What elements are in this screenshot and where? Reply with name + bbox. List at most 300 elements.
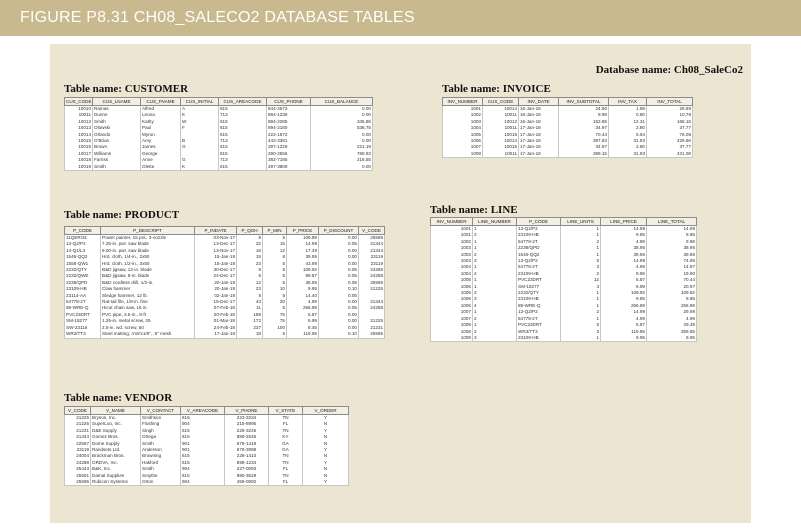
table-cell: 1004	[431, 271, 473, 277]
table-cell: 21231	[359, 325, 385, 331]
table-cell: 1004	[431, 264, 473, 270]
table-cell: 39.95	[601, 252, 647, 258]
table-cell: 10014	[483, 106, 519, 113]
table-cell: 23	[237, 286, 263, 292]
table-cell: N	[303, 421, 349, 427]
column-header: INV_NUMBER	[443, 98, 483, 106]
table-cell: 5	[263, 293, 287, 299]
table-cell: 15	[263, 241, 287, 247]
table-cell: 34.97	[559, 144, 609, 150]
table-cell: 904	[181, 479, 225, 486]
table-cell: 0.05	[319, 267, 359, 273]
column-header: V_STATE	[269, 407, 303, 415]
table-cell: 1003	[443, 119, 483, 125]
table-cell: 901	[181, 441, 225, 447]
table-cell: 14.99	[601, 226, 647, 233]
table-cell: 25501	[65, 473, 91, 479]
column-header: INV_TOTAL	[647, 98, 693, 106]
table-cell: 399.15	[559, 151, 609, 158]
table-cell: 25595	[359, 235, 385, 242]
table-cell: Olette	[141, 164, 181, 171]
table-cell: 13-Q2/P2	[65, 241, 101, 247]
table-cell: 215-8995	[225, 421, 269, 427]
table-cell: 100	[263, 325, 287, 331]
table-cell: 0.05	[319, 273, 359, 279]
table-cell: 223-3234	[225, 415, 269, 422]
table-cell: 20	[263, 299, 287, 305]
table-cell: 894-2285	[267, 119, 311, 125]
table-cell: 9.00-in. pwr. saw blade	[101, 248, 195, 254]
table-cell: 5	[263, 267, 287, 273]
table-cell: 256.99	[647, 303, 697, 309]
table-cell: N	[303, 434, 349, 440]
figure-title: FIGURE P8.31 CH08_SALECO2 DATABASE TABLES	[20, 9, 415, 26]
table-cell: Orlando	[93, 132, 141, 138]
table-cell: 1004	[443, 125, 483, 131]
table-cell: Brown	[93, 144, 141, 150]
table-cell: B&K, Inc.	[91, 466, 141, 472]
table-cell: 1	[561, 245, 601, 251]
table-cell: 12	[263, 248, 287, 254]
column-header: P_INDATE	[195, 227, 237, 235]
column-header: CUS_INITIAL	[181, 98, 219, 106]
table-cell: Claw hammer	[101, 286, 195, 292]
table-cell: A	[181, 106, 219, 113]
table-cell: 0.00	[319, 312, 359, 318]
table-cell: 1	[473, 239, 517, 245]
column-header: P_MIN	[263, 227, 287, 235]
table-cell: 23119	[359, 254, 385, 260]
table-cell: Smith	[93, 164, 141, 171]
table-cell: 14.40	[287, 293, 319, 299]
vendor-table	[64, 406, 349, 486]
table-cell: 297-3809	[267, 164, 311, 171]
table-cell: 43.99	[287, 261, 319, 267]
table-cell: 1	[561, 296, 601, 302]
table-cell: 615	[181, 473, 225, 479]
table-cell: Y	[303, 460, 349, 466]
table-cell: 904	[181, 421, 225, 427]
table-cell: Ortega	[141, 434, 181, 440]
table-cell: 30-Dec-17	[195, 267, 237, 273]
table-cell: 1003	[431, 258, 473, 264]
table-cell: Orton	[141, 479, 181, 486]
table-cell: 2	[473, 252, 517, 258]
table-cell: Alfred	[141, 106, 181, 113]
table-cell: 23109-HB	[65, 286, 101, 292]
table-cell: 1	[561, 303, 601, 309]
table-cell: TN	[269, 473, 303, 479]
table-cell: 1007	[431, 316, 473, 322]
table-cell: SW-23116	[65, 325, 101, 331]
table-cell: TN	[269, 415, 303, 422]
table-cell: 5	[561, 322, 601, 328]
table-cell: 14.99	[601, 258, 647, 264]
table-row	[65, 235, 385, 242]
table-cell: 0.00	[319, 235, 359, 242]
table-cell: 15-Dec-17	[195, 299, 237, 305]
table-cell: Farriss	[93, 157, 141, 163]
table-cell: 37.77	[647, 144, 693, 150]
table-cell: GA	[269, 447, 303, 453]
table-cell: 1007	[431, 309, 473, 315]
table-cell: 2	[561, 309, 601, 315]
table-cell: 0.00	[319, 261, 359, 267]
table-cell: 21225	[359, 318, 385, 324]
table-cell: 11QER/31	[65, 235, 101, 242]
table-cell: 23109-HB	[517, 271, 561, 277]
table-cell: Bryson, Inc.	[91, 415, 141, 422]
table-cell: 17-Jan-18	[519, 132, 559, 138]
table-cell: Hrd. cloth, 1/2-in., 3x50	[101, 261, 195, 267]
table-cell: 24288	[359, 305, 385, 311]
table-cell: 0.00	[311, 112, 373, 118]
table-cell: KY	[269, 434, 303, 440]
table-cell: 2.5-in. wd. screw, 50	[101, 325, 195, 331]
table-cell: 256.99	[287, 305, 319, 311]
table-cell: 1008	[431, 322, 473, 328]
table-cell: 5	[263, 235, 287, 242]
table-cell: 4.99	[601, 239, 647, 245]
table-cell: 17-Jan-18	[519, 151, 559, 158]
table-cell: 1002	[431, 239, 473, 245]
table-cell: 22567	[65, 441, 91, 447]
table-cell: 20.97	[647, 284, 697, 290]
table-cell: 99.87	[287, 273, 319, 279]
table-cell: Smythe	[141, 473, 181, 479]
table-cell: 21225	[65, 415, 91, 422]
table-cell: 23119	[65, 447, 91, 453]
table-cell: 5	[263, 261, 287, 267]
table-cell: 890-3529	[225, 473, 269, 479]
table-cell: 898-1234	[225, 460, 269, 466]
table-cell: 54778-2T	[65, 299, 101, 305]
table-cell: 1558-QW1	[65, 261, 101, 267]
table-cell: 10010	[65, 106, 93, 113]
table-cell: 615	[181, 428, 225, 434]
column-header: V_CODE	[65, 407, 91, 415]
column-header: CUS_CODE	[66, 99, 92, 104]
table-cell: Singh	[141, 428, 181, 434]
table-cell: 17-Jan-18	[195, 331, 237, 338]
column-header: CUS_BALANCE	[311, 98, 373, 106]
table-cell: 10011	[483, 112, 519, 118]
table-cell: 21226	[65, 421, 91, 427]
column-header: CUS_LNAME	[93, 98, 141, 106]
table-cell: 24288	[65, 460, 91, 466]
table-cell: 615	[219, 119, 267, 125]
table-cell: 4.99	[601, 264, 647, 270]
table-cell: 0.00	[319, 248, 359, 254]
table-cell: 23109-HB	[517, 232, 561, 238]
table-cell: Anne	[141, 157, 181, 163]
table-cell: 1002	[443, 112, 483, 118]
table-cell: 17-Jan-18	[519, 144, 559, 150]
table-cell: 2	[561, 239, 601, 245]
table-cell: Rat-tail file, 1/8-in. fine	[101, 299, 195, 305]
table-cell: 615	[181, 460, 225, 466]
column-header: LINE_NUMBER	[473, 218, 517, 226]
column-header: P_DESCRIPT	[101, 227, 195, 235]
table-cell: 25595	[359, 331, 385, 338]
table-cell: 456-0092	[225, 479, 269, 486]
table-cell: 431.08	[647, 151, 693, 158]
table-cell: FL	[269, 479, 303, 486]
table-cell: 9.95	[601, 296, 647, 302]
table-cell: N	[303, 453, 349, 459]
table-cell: Flushing	[141, 421, 181, 427]
product-table-title: Table name: PRODUCT	[64, 209, 180, 221]
table-cell: K	[181, 164, 219, 171]
table-cell: Y	[303, 415, 349, 422]
column-header: LINE_PRICE	[601, 218, 647, 226]
table-cell: 228-3245	[225, 428, 269, 434]
table-cell: 615	[219, 164, 267, 171]
column-header: V_AREACODE	[181, 407, 225, 415]
table-cell: 1007	[443, 144, 483, 150]
table-cell: 2	[473, 232, 517, 238]
table-cell: 75	[263, 318, 287, 324]
column-header: V_PHONE	[225, 407, 269, 415]
line-table-title: Table name: LINE	[430, 204, 518, 216]
table-cell: 1006	[431, 290, 473, 296]
table-cell: Gomez Bros.	[91, 434, 141, 440]
table-cell: B&D jigsaw, 8-in. blade	[101, 273, 195, 279]
table-cell: N	[303, 441, 349, 447]
table-cell: 10	[263, 286, 287, 292]
table-cell: 227-0093	[225, 466, 269, 472]
table-cell: B&D cordless drill, 1/2-in.	[101, 280, 195, 286]
table-cell: Smith	[141, 441, 181, 447]
table-cell: 536.75	[311, 125, 373, 131]
table-cell: 9.95	[601, 232, 647, 238]
table-cell: 24288	[359, 273, 385, 279]
table-cell: N	[303, 466, 349, 472]
table-cell: B	[181, 138, 219, 144]
column-header: LINE_UNITS	[561, 218, 601, 226]
table-cell: 109.92	[287, 267, 319, 273]
table-cell: 397.83	[559, 138, 609, 144]
table-cell: 18	[237, 248, 263, 254]
table-cell: 615	[219, 106, 267, 113]
table-cell: 21344	[359, 241, 385, 247]
table-cell: 16-Jan-18	[519, 106, 559, 113]
table-cell: 14.99	[647, 226, 697, 233]
table-cell: 07-Feb-18	[195, 305, 237, 311]
table-cell: Power painter, 15 psi., 3-nozzle	[101, 235, 195, 242]
table-cell: SuperLoo, Inc.	[91, 421, 141, 427]
table-cell: 153.85	[559, 119, 609, 125]
table-cell: 4.99	[287, 299, 319, 305]
table-cell: 10016	[65, 144, 93, 150]
table-cell: 2232/QWE	[65, 273, 101, 279]
vendor-table-title: Table name: VENDOR	[64, 392, 173, 404]
table-cell: 1008	[443, 151, 483, 158]
table-cell: 713	[219, 157, 267, 163]
table-cell: 0.80	[609, 112, 647, 118]
table-cell: 31.93	[609, 151, 647, 158]
table-cell: 21225	[359, 286, 385, 292]
table-cell: 29.35	[647, 322, 697, 328]
table-cell: 713	[219, 138, 267, 144]
table-cell: Dome Supply	[91, 441, 141, 447]
table-cell: 2232/QTY	[517, 290, 561, 296]
table-cell: 615	[219, 151, 267, 157]
table-cell: Smithson	[141, 415, 181, 422]
table-cell: 02-Jan-18	[195, 293, 237, 299]
table-cell: 5.87	[601, 322, 647, 328]
table-cell: 1	[561, 226, 601, 233]
table-cell: 26.89	[647, 106, 693, 113]
table-cell: 12	[561, 277, 601, 283]
table-cell: 24.90	[559, 106, 609, 113]
table-cell: 25595	[359, 280, 385, 286]
table-cell: 13-Dec-17	[195, 241, 237, 247]
table-cell: 21231	[65, 428, 91, 434]
table-cell: 1	[561, 290, 601, 296]
table-cell: 75	[263, 312, 287, 318]
invoice-table-title: Table name: INVOICE	[442, 83, 551, 95]
table-cell: Hicut chain saw, 16 in.	[101, 305, 195, 311]
table-cell: 2	[473, 316, 517, 322]
table-cell: George	[141, 151, 181, 157]
table-cell: 3	[561, 264, 601, 270]
table-cell: 20-Feb-18	[195, 312, 237, 318]
table-cell: 23109-HB	[517, 296, 561, 302]
table-cell: 1006	[431, 303, 473, 309]
table-cell: 29.98	[647, 309, 697, 315]
table-cell: K	[181, 112, 219, 118]
table-cell: TN	[269, 428, 303, 434]
table-cell: 3	[473, 258, 517, 264]
table-cell: 2	[473, 290, 517, 296]
table-cell: 03-Nov-17	[195, 235, 237, 242]
table-cell: 345.86	[311, 119, 373, 125]
customer-table-title: Table name: CUSTOMER	[64, 83, 189, 95]
table-cell: 615	[181, 434, 225, 440]
table-cell: FL	[269, 421, 303, 427]
table-cell: 2.80	[609, 144, 647, 150]
column-header: V_CONTACT	[141, 407, 181, 415]
table-cell: 9.95	[647, 296, 697, 302]
column-header: INV_SUBTOTAL	[559, 98, 609, 106]
table-cell: 8.45	[287, 325, 319, 331]
table-cell: 16-Jan-18	[519, 112, 559, 118]
table-cell: 38.95	[287, 280, 319, 286]
table-cell: 1008	[431, 329, 473, 335]
table-cell: 21344	[65, 434, 91, 440]
table-cell: 3	[561, 329, 601, 335]
table-cell: 256.99	[601, 303, 647, 309]
table-cell: 188	[237, 312, 263, 318]
table-cell: 38.95	[647, 245, 697, 251]
table-cell: 0.00	[311, 138, 373, 144]
table-cell: 39.95	[647, 252, 697, 258]
table-cell: 2238/QPD	[517, 245, 561, 251]
table-row	[431, 335, 697, 342]
table-cell: 1	[473, 322, 517, 328]
table-cell: 1.25-in. metal screw, 25	[101, 318, 195, 324]
column-header: V_ORDER	[303, 407, 349, 415]
table-cell: Randsets Ltd.	[91, 447, 141, 453]
table-cell: 8	[237, 267, 263, 273]
table-cell: WR3/TT3	[65, 331, 101, 338]
table-cell: 615	[219, 125, 267, 131]
table-cell: 17-Jan-18	[519, 125, 559, 131]
table-cell: TN	[269, 453, 303, 459]
table-cell: 10013	[65, 125, 93, 131]
table-cell: 119.95	[287, 331, 319, 338]
table-cell: 678-3998	[225, 447, 269, 453]
column-header: P_QOH	[237, 227, 263, 235]
table-row	[443, 151, 693, 158]
table-cell: GA	[269, 441, 303, 447]
table-cell: 678-1419	[225, 441, 269, 447]
table-cell: O'Brian	[93, 138, 141, 144]
table-cell: 54778-2T	[517, 239, 561, 245]
table-cell: 3	[473, 335, 517, 342]
table-cell: 221.19	[311, 144, 373, 150]
column-header: INV_NUMBER	[431, 218, 473, 226]
table-cell: 24288	[359, 267, 385, 273]
column-header: CUS_FNAME	[141, 98, 181, 106]
table-cell: 1	[561, 232, 601, 238]
table-cell: 1005	[443, 132, 483, 138]
table-cell: 38.95	[601, 245, 647, 251]
table-cell: 0.05	[319, 241, 359, 247]
table-cell: 1005	[431, 277, 473, 283]
table-cell: Steel matting, 4'x8'x1/6", .5" mesh	[101, 331, 195, 338]
table-cell: 172	[237, 318, 263, 324]
table-cell: 18	[237, 331, 263, 338]
table-cell: 15-Jan-18	[195, 261, 237, 267]
table-cell: 10012	[483, 119, 519, 125]
table-cell: TN	[269, 460, 303, 466]
table-cell: 12	[237, 280, 263, 286]
table-cell: 1006	[431, 284, 473, 290]
table-cell: 1	[473, 284, 517, 290]
table-cell: James	[141, 144, 181, 150]
table-cell: 4	[473, 303, 517, 309]
table-cell: 31.83	[609, 138, 647, 144]
table-cell: 24-Dec-17	[195, 273, 237, 279]
table-cell: 1	[473, 277, 517, 283]
table-cell: SM-18277	[65, 318, 101, 324]
table-cell: 1	[561, 316, 601, 322]
table-cell: 1001	[431, 232, 473, 238]
table-cell: 5	[263, 305, 287, 311]
table-row	[65, 331, 385, 338]
table-cell: ORDVA, Inc.	[91, 460, 141, 466]
table-cell: Smith	[141, 466, 181, 472]
table-cell: 10015	[65, 138, 93, 144]
table-cell: 0.00	[319, 325, 359, 331]
table-cell: Brackman Bros.	[91, 453, 141, 459]
table-cell: Hakford	[141, 460, 181, 466]
table-cell: Myron	[141, 132, 181, 138]
table-cell: 2	[473, 329, 517, 335]
table-cell: Browning	[141, 453, 181, 459]
table-cell: 5	[561, 258, 601, 264]
line-header-row	[431, 218, 697, 226]
table-cell: 13-Q2/P2	[517, 226, 561, 233]
table-cell: 23	[237, 261, 263, 267]
table-cell: 109.99	[287, 235, 319, 242]
table-cell: 2.80	[609, 125, 647, 131]
table-cell: 4.99	[647, 316, 697, 322]
table-cell: 1001	[443, 106, 483, 113]
table-cell: 713	[219, 112, 267, 118]
